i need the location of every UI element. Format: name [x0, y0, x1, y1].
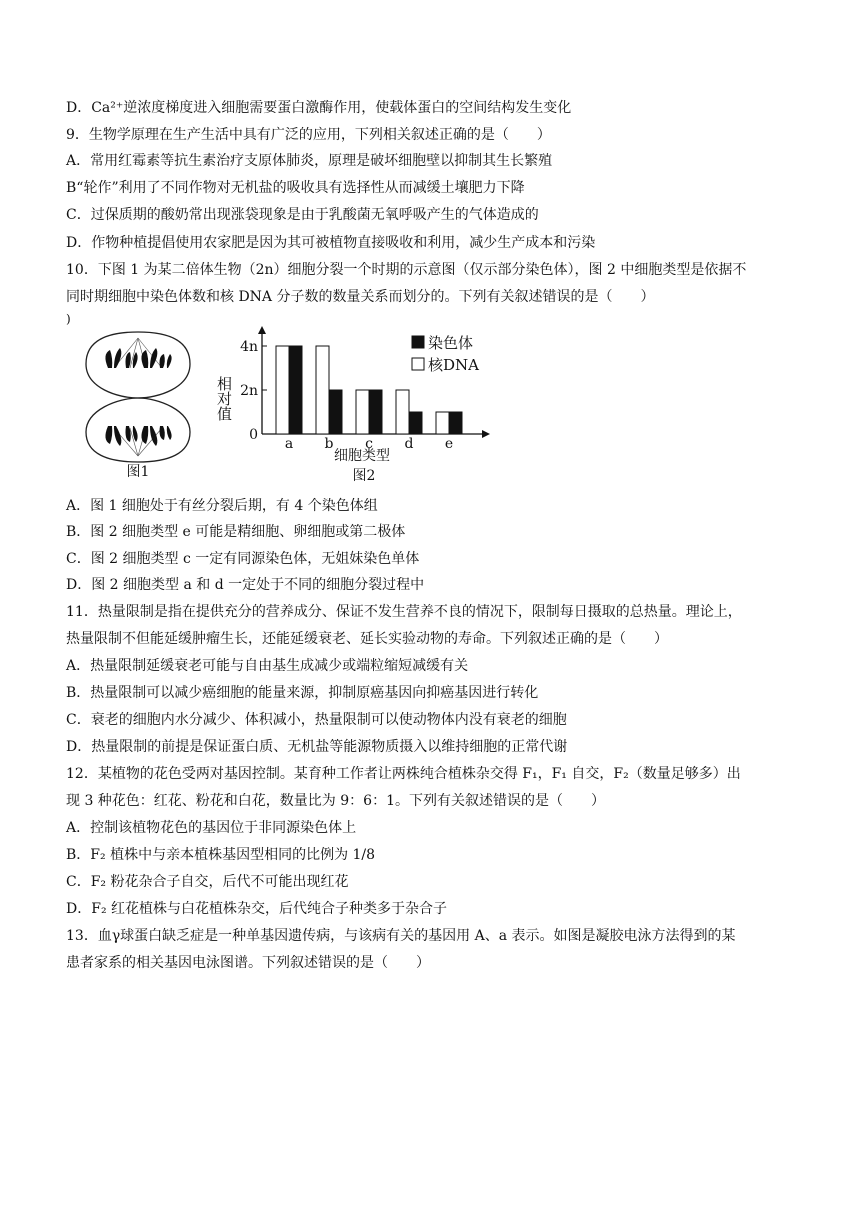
- q12-option-c: C．F₂ 粉花杂合子自交，后代不可能出现红花: [66, 874, 349, 890]
- q11-option-b: B．热量限制可以减少癌细胞的能量来源，抑制原癌基因向抑癌基因进行转化: [66, 685, 539, 701]
- q11-stem-line1: 11．热量限制是指在提供充分的营养成分、保证不发生营养不良的情况下，限制每日摄取的总热量。理论上，: [66, 604, 742, 620]
- q11-option-c: C．衰老的细胞内水分减少、体积减小，热量限制可以使动物体内没有衰老的细胞: [66, 712, 567, 728]
- x-tick-label: b: [324, 436, 334, 452]
- q10-stem-line1: 10．下图 1 为某二倍体生物（2n）细胞分裂一个时期的示意图（仅示部分染色体），图 2 中细胞类型是依据不: [66, 262, 747, 278]
- x-tick-label: d: [404, 436, 414, 452]
- y-axis-arrow: [258, 326, 266, 334]
- bar-d-chromosome: [409, 412, 422, 434]
- bar-b-chromosome: [329, 390, 342, 434]
- q9-stem: 9．生物学原理在生产生活中具有广泛的应用，下列相关叙述正确的是（ ）: [66, 127, 551, 143]
- q11-stem-line2: 热量限制不但能延缓肿瘤生长，还能延缓衰老、延长实验动物的寿命。下列叙述正确的是（ ）: [66, 631, 668, 647]
- legend-label: 核DNA: [428, 356, 479, 374]
- legend-label: 染色体: [428, 334, 474, 352]
- x-tick-label: a: [284, 436, 294, 452]
- x-axis-label: 细胞类型: [334, 448, 390, 464]
- figure-1: [78, 328, 198, 478]
- q10-option-b: B．图 2 细胞类型 e 可能是精细胞、卵细胞或第二极体: [66, 524, 406, 540]
- y-tick-label: 4n: [240, 339, 258, 355]
- bar-a-dna: [276, 346, 289, 434]
- q12-option-b: B．F₂ 植株中与亲本植株基因型相同的比例为 1/8: [66, 847, 376, 863]
- bar-d-dna: [396, 390, 409, 434]
- figure-1-caption: 图1: [126, 464, 150, 478]
- figure-2-caption: 图2: [352, 468, 376, 484]
- y-tick-label: 0: [249, 427, 258, 443]
- q11-option-d: D．热量限制的前提是保证蛋白质、无机盐等能源物质摄入以维持细胞的正常代谢: [66, 739, 568, 755]
- q12-stem-line1: 12．某植物的花色受两对基因控制。某育种工作者让两株纯合植株杂交得 F₁，F₁ 自交，F₂（数量足够多）出: [66, 766, 741, 782]
- y-tick-label: 2n: [240, 383, 258, 399]
- y-axis-label: 相对值: [215, 376, 233, 421]
- q10-option-d: D．图 2 细胞类型 a 和 d 一定处于不同的细胞分裂过程中: [66, 577, 425, 593]
- q10-stem-line2: 同时期细胞中染色体数和核 DNA 分子数的数量关系而划分的。下列有关叙述错误的是（ ）: [66, 289, 655, 305]
- q8-option-d: D．Ca²⁺逆浓度梯度进入细胞需要蛋白激酶作用，使载体蛋白的空间结构发生变化: [66, 100, 572, 116]
- q10-option-a: A．图 1 细胞处于有丝分裂后期，有 4 个染色体组: [66, 498, 378, 514]
- q10-option-c: C．图 2 细胞类型 c 一定有同源染色体，无姐妹染色单体: [66, 551, 420, 567]
- q11-option-a: A．热量限制延缓衰老可能与自由基生成减少或端粒缩短减缓有关: [66, 658, 469, 674]
- figure-2-chart: [212, 324, 512, 486]
- q12-option-a: A．控制该植物花色的基因位于非同源染色体上: [66, 820, 357, 836]
- bar-c-chromosome: [369, 390, 382, 434]
- q12-option-d: D．F₂ 红花植株与白花植株杂交，后代纯合子种类多于杂合子: [66, 901, 447, 917]
- bar-e-chromosome: [449, 412, 462, 434]
- q13-stem-line2: 患者家系的相关基因电泳图谱。下列叙述错误的是（ ）: [66, 955, 430, 971]
- legend-swatch: [412, 358, 424, 370]
- x-axis-arrow: [482, 430, 490, 438]
- bar-a-chromosome: [289, 346, 302, 434]
- q12-stem-line2: 现 3 种花色：红花、粉花和白花，数量比为 9：6：1。下列有关叙述错误的是（ ）: [66, 793, 605, 809]
- q9-option-a: A．常用红霉素等抗生素治疗支原体肺炎，原理是破坏细胞壁以抑制其生长繁殖: [66, 153, 553, 169]
- bar-b-dna: [316, 346, 329, 434]
- legend-swatch: [412, 336, 424, 348]
- q9-option-c: C．过保质期的酸奶常出现涨袋现象是由于乳酸菌无氧呼吸产生的气体造成的: [66, 207, 539, 223]
- x-tick-label: c: [365, 436, 373, 452]
- bar-e-dna: [436, 412, 449, 434]
- q13-stem-line1: 13．血γ球蛋白缺乏症是一种单基因遗传病，与该病有关的基因用 A、a 表示。如图是凝胶电泳方法得到的某: [66, 928, 736, 944]
- bar-c-dna: [356, 390, 369, 434]
- stray-paren: ): [66, 312, 71, 326]
- x-tick-label: e: [444, 436, 454, 452]
- q9-option-d: D．作物种植提倡使用农家肥是因为其可被植物直接吸收和利用，减少生产成本和污染: [66, 235, 596, 251]
- q9-option-b: B“轮作”利用了不同作物对无机盐的吸收具有选择性从而减缓土壤肥力下降: [66, 180, 525, 196]
